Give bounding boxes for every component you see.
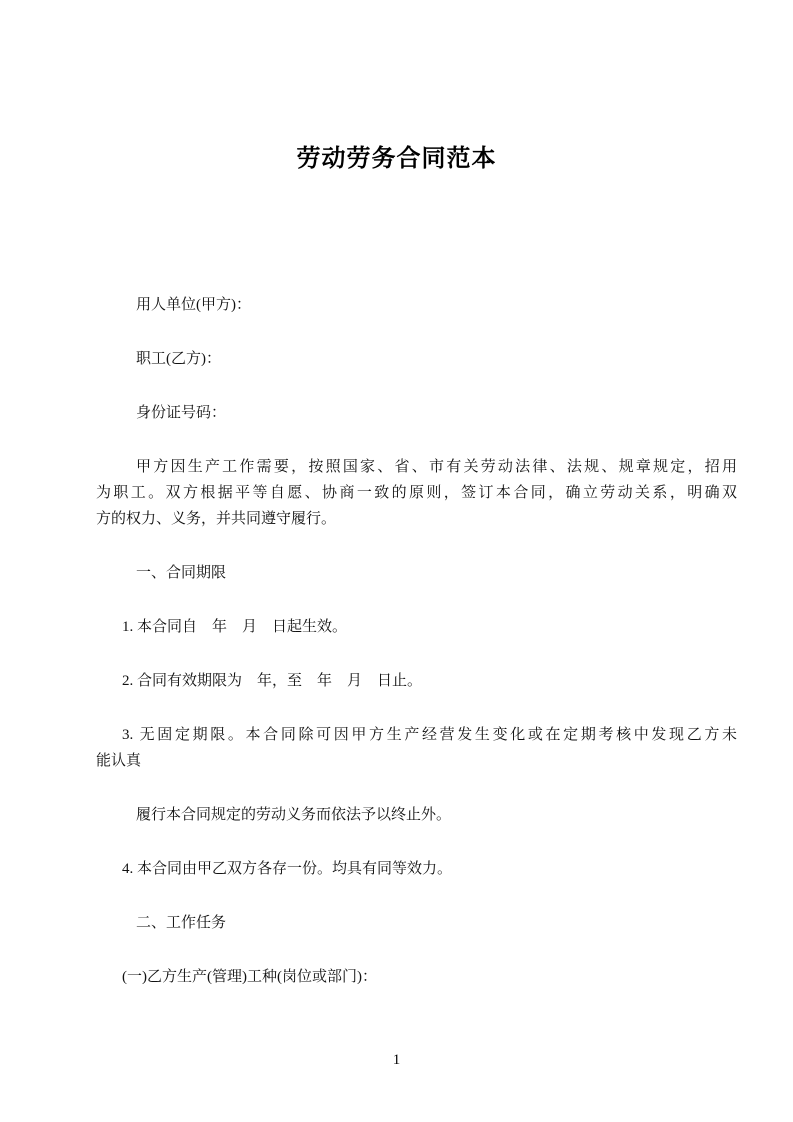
section2-item1-block: [96, 964, 737, 990]
section1-item1-block: [96, 614, 737, 640]
party-a-field: [96, 292, 737, 318]
section1-heading-block: [96, 560, 737, 586]
id-number-label: 身份证号码：: [136, 405, 227, 421]
section1-item3-block: [96, 722, 737, 774]
section1-item3-line-2: 能认真: [96, 753, 142, 769]
section2-heading-block: [96, 910, 737, 936]
section1-item3-continuation: 履行本合同规定的劳动义务而依法予以终止外。: [136, 807, 452, 823]
section1-item4: 4. 本合同由甲乙双方各存一份。均具有同等效力。: [122, 861, 453, 877]
section1-item1: 1. 本合同自 年 月 日起生效。: [122, 619, 348, 635]
party-b-field: [96, 346, 737, 372]
document-title: 劳动劳务合同范本: [296, 146, 497, 172]
intro-line-2: 为职工。双方根据平等自愿、协商一致的原则，签订本合同，确立劳动关系，明确双: [96, 485, 737, 501]
section2-item1: (一)乙方生产(管理)工种(岗位或部门)：: [122, 969, 377, 985]
party-b-label: 职工(乙方)：: [136, 351, 221, 367]
document-body: [96, 292, 737, 990]
id-number-field: [96, 400, 737, 426]
section1-item2-block: [96, 668, 737, 694]
section1-item3-line-1: 3. 无固定期限。本合同除可因甲方生产经营发生变化或在定期考核中发现乙方未: [122, 727, 737, 743]
party-a-label: 用人单位(甲方)：: [136, 297, 251, 313]
section2-heading: 二、工作任务: [136, 915, 227, 931]
section1-heading: 一、合同期限: [136, 565, 227, 581]
intro-line-3: 方的权力、义务，并共同遵守履行。: [96, 511, 337, 527]
section1-item2: 2. 合同有效期限为 年，至 年 月 日止。: [122, 673, 423, 689]
section1-item4-block: [96, 856, 737, 882]
intro-paragraph: [96, 454, 737, 532]
page-number: 1: [392, 1052, 401, 1068]
intro-line-1: 甲方因生产工作需要，按照国家、省、市有关劳动法律、法规、规章规定，招用: [136, 459, 737, 475]
section1-item3-continuation-block: [96, 802, 737, 828]
